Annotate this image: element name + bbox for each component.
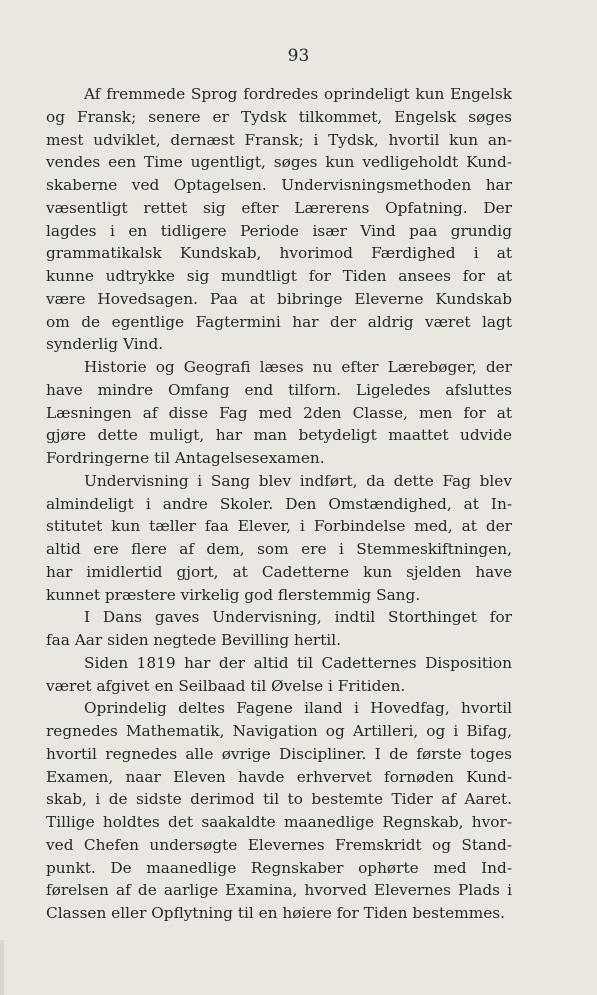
text-line: og Fransk; senere er Tydsk tilkommet, Engelsk søges [46,107,512,126]
text-line: har imidlertid gjort, at Cadetterne kun sjelden have [46,562,512,581]
text-line: mest udviklet, dernæst Fransk; i Tydsk, hvortil kun an- [46,130,512,149]
text-line: altid ere flere af dem, som ere i Stemmeskiftningen, [46,540,512,558]
text-line: været afgivet en Seilbaad til Øvelse i Fritiden. [46,676,406,695]
text-line: I Dans gaves Undervisning, indtil Storthinget for [84,608,512,627]
text-line: være Hovedsagen. Paa at bibringe Eleverne Kundskab [46,289,512,308]
text-line: almindeligt i andre Skoler. Den Omstændighed, at In- [46,494,512,513]
text-line: om de egentlige Fagtermini har der aldrig været lagt [46,312,512,331]
text-line: førelsen af de aarlige Examina, hvorved Elevernes Plads i [46,881,512,900]
text-line: vendes een Time ugentligt, søges kun vedligeholdt Kund- [46,153,512,172]
text-line: synderlig Vind. [46,335,164,354]
text-line: regnedes Mathematik, Navigation og Artilleri, og i Bifag, [46,722,512,740]
text-line: Oprindelig deltes Fagene iland i Hovedfag, hvortil [84,699,512,718]
body-text [46,83,512,925]
page-number: 93 [287,46,310,66]
text-line: Classen eller Opflytning til en høiere for Tiden bestemmes. [46,904,505,922]
page-edge-shadow [0,940,4,995]
text-line: Læsningen af disse Fag med 2den Classe, men for at [46,403,512,422]
text-line: hvortil regnedes alle øvrige Discipliner. I de første toges [46,744,512,763]
text-line: skaberne ved Optagelsen. Undervisningsmethoden har [46,176,512,194]
text-line: Tillige holdtes det saakaldte maanedlige Regnskab, hvor- [46,813,512,831]
text-line: have mindre Omfang end tilforn. Ligeledes afsluttes [46,380,512,399]
text-line: punkt. De maanedlige Regnskaber ophørte med Ind- [46,858,512,877]
text-line: stitutet kun tæller faa Elever, i Forbindelse med, at der [46,517,512,536]
text-line: væsentligt rettet sig efter Lærerens Opfatning. Der [46,198,512,217]
text-line: Undervisning i Sang blev indført, da dette Fag blev [84,471,512,490]
text-line: lagdes i en tidligere Periode især Vind paa grundig [46,221,512,240]
text-line: Siden 1819 har der altid til Cadetternes Disposition [84,653,512,672]
text-line: kunne udtrykke sig mundtligt for Tiden ansees for at [46,267,512,285]
text-line: Fordringerne til Antagelsesexamen. [46,449,325,467]
text-line: Historie og Geografi læses nu efter Lærebøger, der [84,358,512,376]
text-line: kunnet præstere virkelig god flerstemmig Sang. [46,585,421,604]
text-line: skab, i de sidste derimod til to bestemte Tider af Aaret. [46,790,512,809]
text-line: Examen, naar Eleven havde erhvervet fornøden Kund- [46,767,512,786]
text-line: faa Aar siden negtede Bevilling hertil. [46,631,342,649]
text-line: ved Chefen undersøgte Elevernes Fremskridt og Stand- [46,835,512,854]
text-line: gjøre dette muligt, har man betydeligt maattet udvide [46,426,512,445]
text-line: grammatikalsk Kundskab, hvorimod Færdighed i at [46,244,512,263]
text-line: Af fremmede Sprog fordredes oprindeligt kun Engelsk [84,85,512,103]
